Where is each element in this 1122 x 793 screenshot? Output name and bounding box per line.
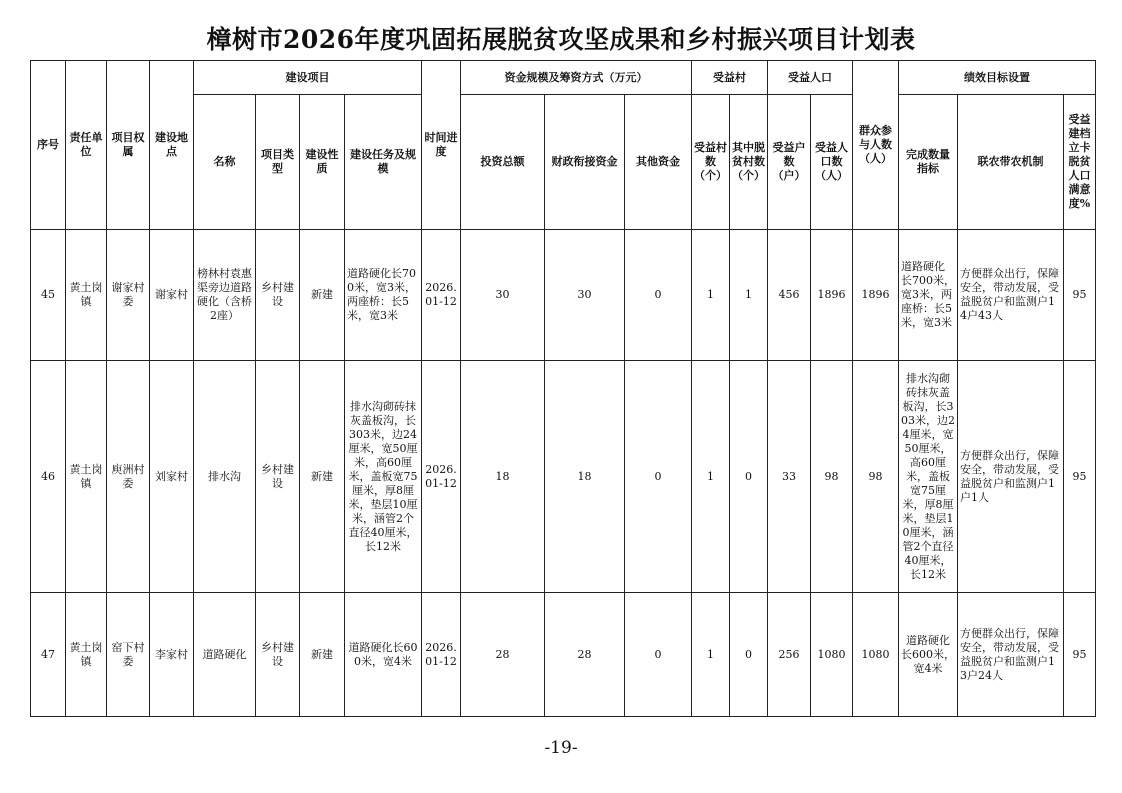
cell-other: 0 (625, 230, 692, 361)
cell-seq: 46 (31, 361, 66, 593)
header-seq: 序号 (31, 61, 66, 230)
header-nature: 建设性质 (300, 95, 345, 230)
header-participants: 群众参与人数（人） (853, 61, 899, 230)
cell-households: 256 (768, 593, 811, 717)
cell-fiscal: 18 (545, 361, 625, 593)
header-type: 项目类型 (256, 95, 300, 230)
cell-task: 道路硬化长700米，宽3米，两座桥：长5米，宽3米 (345, 230, 422, 361)
cell-seq: 45 (31, 230, 66, 361)
cell-output: 排水沟砌砖抹灰盖板沟，长303米，边24厘米，宽50厘米，高60厘米，盖板宽75厘米，厚8厘米，垫层10厘米，涵管2个直径40厘米，长12米 (899, 361, 958, 593)
cell-mechanism: 方便群众出行，保障安全，带动发展，受益脱贫户和监测户13户24人 (958, 593, 1064, 717)
cell-unit: 黄土岗镇 (66, 361, 107, 593)
header-villages: 受益村数（个） (692, 95, 730, 230)
header-fiscal: 财政衔接资金 (545, 95, 625, 230)
cell-unit: 黄土岗镇 (66, 230, 107, 361)
table-row (31, 230, 1096, 361)
cell-total: 30 (461, 230, 545, 361)
cell-name: 榜林村袁惠渠旁边道路硬化（含桥2座） (194, 230, 256, 361)
cell-output: 道路硬化长600米，宽4米 (899, 593, 958, 717)
header-poor-villages: 其中脱贫村数（个） (730, 95, 768, 230)
cell-other: 0 (625, 361, 692, 593)
cell-poor-villages: 0 (730, 593, 768, 717)
cell-location: 谢家村 (150, 230, 194, 361)
cell-name: 排水沟 (194, 361, 256, 593)
cell-satisfaction: 95 (1064, 593, 1096, 717)
cell-task: 道路硬化长600米，宽4米 (345, 593, 422, 717)
cell-satisfaction: 95 (1064, 230, 1096, 361)
header-name: 名称 (194, 95, 256, 230)
cell-schedule: 2026.01-12 (422, 230, 461, 361)
header-unit: 责任单位 (66, 61, 107, 230)
cell-participants: 98 (853, 361, 899, 593)
cell-satisfaction: 95 (1064, 361, 1096, 593)
cell-location: 刘家村 (150, 361, 194, 593)
header-location: 建设地点 (150, 61, 194, 230)
header-task: 建设任务及规模 (345, 95, 422, 230)
cell-households: 456 (768, 230, 811, 361)
header-satisfaction: 受益建档立卡脱贫人口满意度% (1064, 95, 1096, 230)
cell-villages: 1 (692, 593, 730, 717)
cell-villages: 1 (692, 361, 730, 593)
cell-schedule: 2026.01-12 (422, 593, 461, 717)
cell-population: 1080 (811, 593, 853, 717)
cell-poor-villages: 1 (730, 230, 768, 361)
header-perf-group: 绩效目标设置 (899, 61, 1096, 95)
cell-task: 排水沟砌砖抹灰盖板沟，长303米，边24厘米，宽50厘米，高60厘米，盖板宽75厘米，厚8厘米，垫层10厘米，涵管2个直径40厘米，长12米 (345, 361, 422, 593)
cell-type: 乡村建设 (256, 593, 300, 717)
header-project-group: 建设项目 (194, 61, 422, 95)
header-pop-group: 受益人口 (768, 61, 853, 95)
cell-participants: 1080 (853, 593, 899, 717)
cell-nature: 新建 (300, 593, 345, 717)
cell-other: 0 (625, 593, 692, 717)
cell-nature: 新建 (300, 230, 345, 361)
cell-mechanism: 方便群众出行，保障安全，带动发展，受益脱贫户和监测户14户43人 (958, 230, 1064, 361)
cell-total: 28 (461, 593, 545, 717)
header-mechanism: 联农带农机制 (958, 95, 1064, 230)
cell-seq: 47 (31, 593, 66, 717)
cell-population: 98 (811, 361, 853, 593)
table-row (31, 593, 1096, 717)
header-schedule: 时间进度 (422, 61, 461, 230)
cell-fiscal: 28 (545, 593, 625, 717)
cell-output: 道路硬化长700米，宽3米，两座桥：长5米，宽3米 (899, 230, 958, 361)
header-ownership: 项目权属 (107, 61, 150, 230)
header-village-group: 受益村 (692, 61, 768, 95)
cell-mechanism: 方便群众出行，保障安全，带动发展，受益脱贫户和监测户1户1人 (958, 361, 1064, 593)
page-title: 樟树市2026年度巩固拓展脱贫攻坚成果和乡村振兴项目计划表 (206, 25, 916, 54)
cell-ownership: 谢家村委 (107, 230, 150, 361)
cell-nature: 新建 (300, 361, 345, 593)
cell-total: 18 (461, 361, 545, 593)
page-number: -19- (544, 738, 578, 758)
cell-ownership: 庾洲村委 (107, 361, 150, 593)
cell-schedule: 2026.01-12 (422, 361, 461, 593)
header-other: 其他资金 (625, 95, 692, 230)
cell-population: 1896 (811, 230, 853, 361)
header-fund-group: 资金规模及筹资方式（万元） (461, 61, 692, 95)
cell-poor-villages: 0 (730, 361, 768, 593)
cell-ownership: 窑下村委 (107, 593, 150, 717)
header-households: 受益户数（户） (768, 95, 811, 230)
cell-type: 乡村建设 (256, 361, 300, 593)
cell-households: 33 (768, 361, 811, 593)
header-population: 受益人口数（人） (811, 95, 853, 230)
project-plan-table (30, 60, 1096, 717)
cell-fiscal: 30 (545, 230, 625, 361)
cell-participants: 1896 (853, 230, 899, 361)
header-total: 投资总额 (461, 95, 545, 230)
cell-name: 道路硬化 (194, 593, 256, 717)
cell-unit: 黄土岗镇 (66, 593, 107, 717)
cell-location: 李家村 (150, 593, 194, 717)
header-output: 完成数量指标 (899, 95, 958, 230)
cell-type: 乡村建设 (256, 230, 300, 361)
table-row (31, 361, 1096, 593)
cell-villages: 1 (692, 230, 730, 361)
